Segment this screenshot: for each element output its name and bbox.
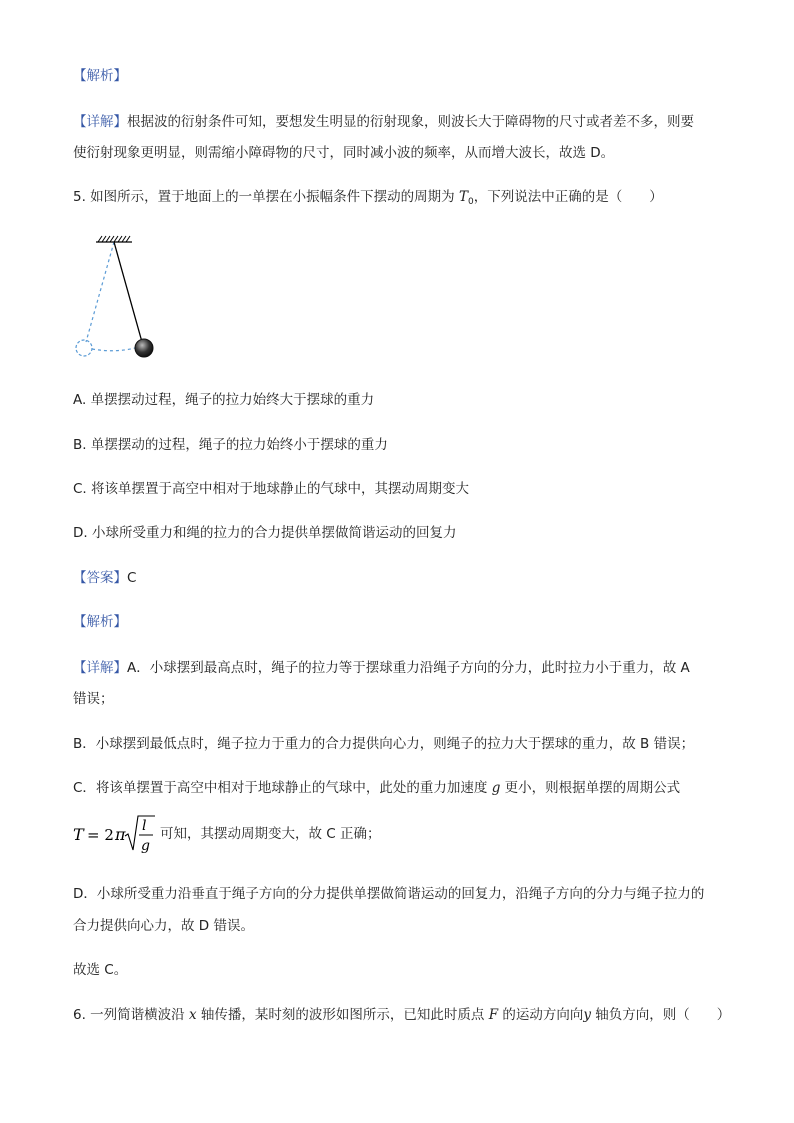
analysis-label: 【解析】	[73, 68, 127, 84]
analysis-label-2: 【解析】	[73, 614, 127, 630]
detail-c-line-1: C．将该单摆置于高空中相对于地球静止的气球中，此处的重力加速度 g 更小，则根据单摆的周期公式	[73, 780, 681, 796]
formula-eq: = 2	[87, 826, 114, 844]
option-b: B. 单摆摆动的过程，绳子的拉力始终小于摆球的重力	[73, 437, 388, 453]
option-d: D. 小球所受重力和绳的拉力的合力提供单摆做简谐运动的回复力	[73, 525, 457, 541]
pendulum-figure	[70, 232, 170, 368]
detail-a-line-2: 错误；	[73, 691, 114, 707]
dashed-string	[86, 242, 114, 342]
formula-pi: π	[115, 825, 126, 844]
formula-g: g	[141, 838, 150, 854]
detail-b: B．小球摆到最低点时，绳子拉力于重力的合力提供向心力，则绳子的拉力大于摆球的重力，故 B 错误；	[73, 736, 695, 752]
q6-stem: 6. 一列简谐横波沿 x 轴传播，某时刻的波形如图所示，已知此时质点 F 的运动方向向y 轴负方向，则（ ）	[73, 1007, 731, 1023]
detail-label-2: 【详解】	[73, 660, 127, 676]
formula-t: T	[73, 825, 84, 844]
detail-a-line-1: 【详解】A．小球摆到最高点时，绳子的拉力等于摆球重力沿绳子方向的分力，此时拉力小于重力，故 A	[73, 660, 690, 676]
detail-label: 【详解】	[73, 114, 127, 130]
detail-c-line-2: 可知，其摆动周期变大，故 C 正确；	[160, 826, 381, 842]
answer-label: 【答案】	[73, 570, 127, 586]
answer-value: C	[127, 570, 137, 586]
q4-detail-line-1: 【详解】根据波的衍射条件可知，要想发生明显的衍射现象，则波长大于障碍物的尺寸或者差不多，则要	[73, 114, 694, 130]
q4-detail-line-2: 使衍射现象更明显，则需缩小障碍物的尺寸，同时减小波的频率，从而增大波长，故选 D。	[73, 145, 615, 161]
formula-l: l	[142, 818, 147, 834]
q5-stem: 5. 如图所示，置于地面上的一单摆在小振幅条件下摆动的周期为 $T_0$，下列说法中正确的是（ ）	[73, 189, 663, 207]
option-a: A. 单摆摆动过程，绳子的拉力始终大于摆球的重力	[73, 392, 375, 408]
answer	[73, 568, 734, 588]
sqrt-sign	[125, 816, 155, 850]
pendulum-ball	[135, 339, 153, 357]
period-formula	[73, 808, 381, 860]
ceiling-hatch	[96, 236, 132, 242]
conclusion: 故选 C。	[73, 962, 128, 978]
pendulum-string	[114, 242, 142, 342]
detail-d-line-2: 合力提供向心力，故 D 错误。	[73, 918, 254, 934]
option-c: C. 将该单摆置于高空中相对于地球静止的气球中，其摆动周期变大	[73, 481, 470, 497]
detail-d-line-1: D．小球所受重力沿垂直于绳子方向的分力提供单摆做简谐运动的回复力，沿绳子方向的分力与绳子拉力的	[73, 886, 705, 902]
dashed-ball	[76, 340, 92, 356]
dashed-arc	[92, 348, 135, 351]
